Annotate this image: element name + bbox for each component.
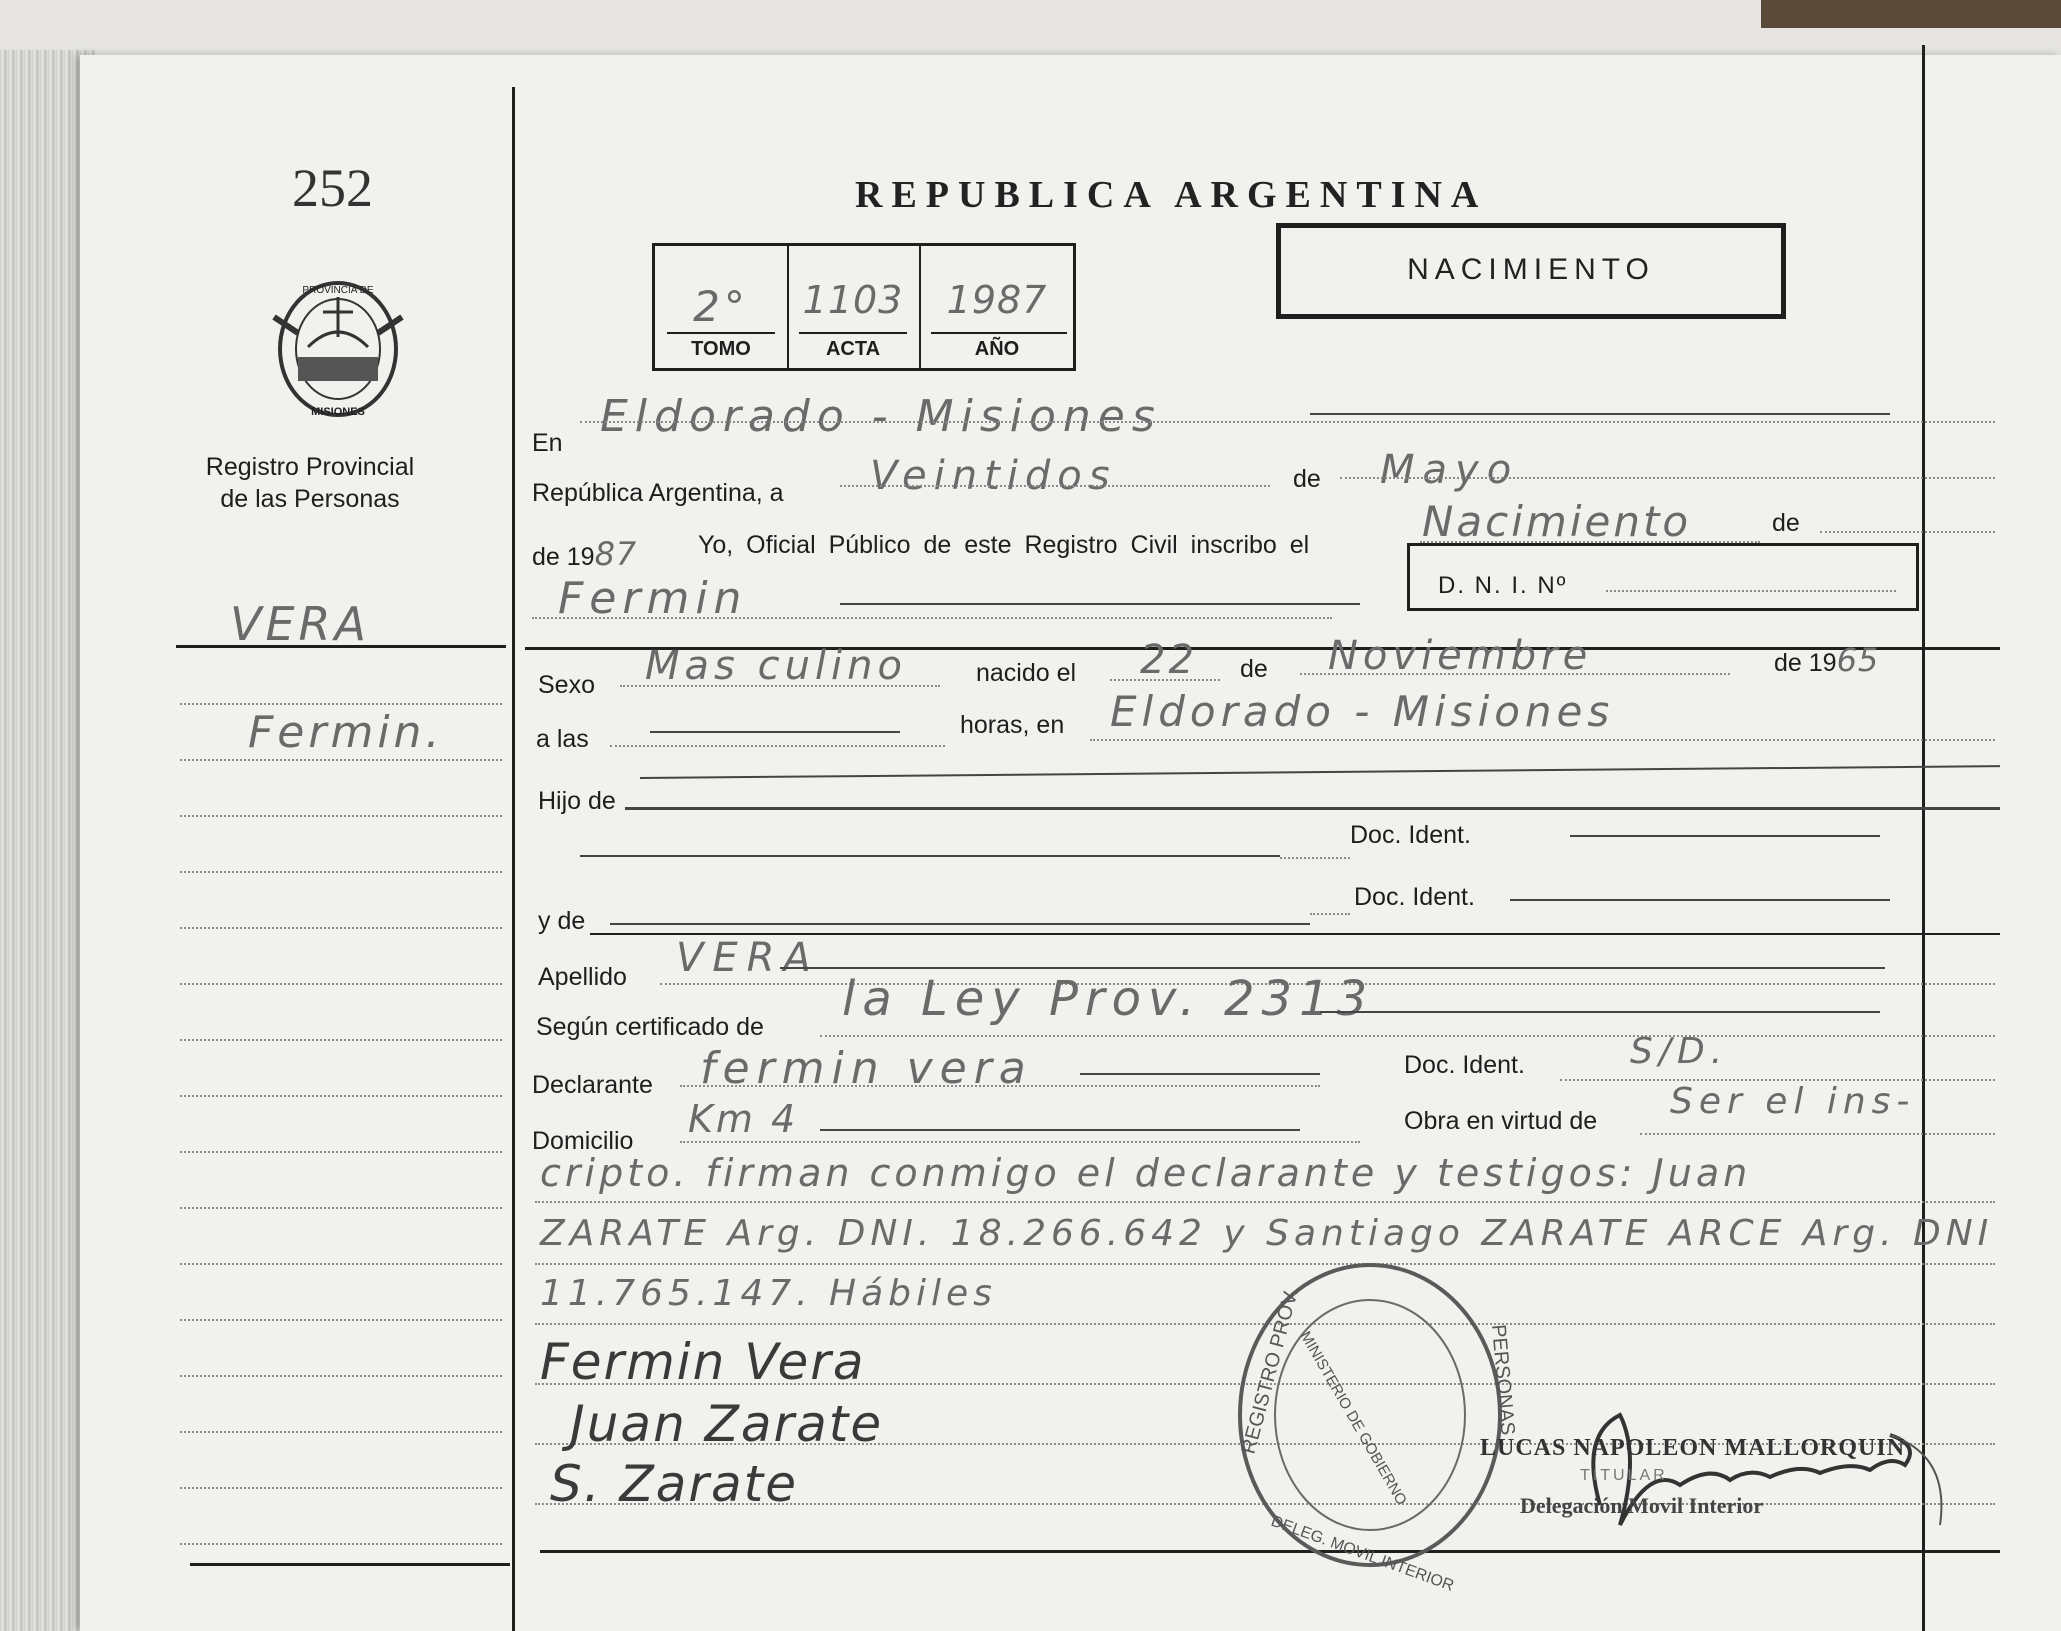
y-de-label: y de bbox=[538, 907, 586, 935]
stamp-bottom: DELEG. MOVIL INTERIOR bbox=[1268, 1512, 1457, 1595]
text-line-3: 11.765.147. Hábiles bbox=[540, 1273, 997, 1314]
republica-label: República Argentina, a bbox=[532, 479, 784, 507]
obra-label: Obra en virtud de bbox=[1404, 1107, 1598, 1135]
apellido-value: VERA bbox=[676, 935, 820, 981]
birth-day-value: 22 bbox=[1140, 637, 1197, 683]
record-type-box bbox=[1276, 223, 1786, 319]
en-label: En bbox=[532, 429, 563, 457]
apellido-label: Apellido bbox=[538, 963, 627, 991]
a-las-label: a las bbox=[536, 725, 589, 753]
background-top bbox=[0, 0, 2061, 60]
birth-month-value: Noviembre bbox=[1328, 633, 1593, 679]
segun-label: Según certificado de bbox=[536, 1013, 764, 1041]
acta-label: ACTA bbox=[825, 338, 881, 360]
official-office: Delegación Movil Interior bbox=[1520, 1493, 1764, 1518]
page-number: 252 bbox=[292, 158, 373, 218]
anio-value: 1987 bbox=[946, 278, 1048, 322]
de-label-3: de bbox=[1240, 655, 1268, 683]
de-label-2: de bbox=[1772, 509, 1800, 537]
obra-value: Ser el ins- bbox=[1670, 1081, 1916, 1122]
nacido-label: nacido el bbox=[976, 659, 1077, 687]
doc-ident-label-3: Doc. Ident. bbox=[1404, 1051, 1525, 1079]
anio-label: AÑO bbox=[974, 338, 1020, 360]
registry-line-1: Registro Provincial bbox=[205, 453, 415, 481]
place-value: Eldorado - Misiones bbox=[600, 391, 1162, 442]
de-label-1: de bbox=[1293, 465, 1321, 493]
stamp-outer-left: REGISTRO PROV. bbox=[1237, 1285, 1303, 1457]
official-stamp-icon bbox=[1230, 1255, 1519, 1595]
background-corner bbox=[1761, 0, 2061, 28]
signature-witness-2: S. Zarate bbox=[550, 1455, 798, 1513]
declarante-label: Declarante bbox=[532, 1071, 653, 1099]
margin-given-name: Fermin. bbox=[248, 707, 444, 758]
stamp-inner: MINISTERIO DE GOBIERNO bbox=[1296, 1328, 1411, 1509]
oficial-text: Yo, Oficial Público de este Registro Civil inscribo el bbox=[698, 531, 1310, 559]
year-prefix bbox=[532, 535, 637, 573]
horas-label: horas, en bbox=[960, 711, 1065, 739]
hijo-de-label: Hijo de bbox=[538, 787, 616, 815]
text-line-1: cripto. firman conmigo el declarante y testigos: Juan bbox=[540, 1151, 1752, 1195]
doc-ident-label-2: Doc. Ident. bbox=[1354, 883, 1475, 911]
tomo-value: 2° bbox=[693, 282, 749, 331]
birth-year-prefix bbox=[1774, 641, 1879, 679]
domicilio-value: Km 4 bbox=[688, 1097, 799, 1141]
dni-box bbox=[1407, 543, 1919, 611]
birth-year-value: 65 bbox=[1836, 641, 1880, 679]
sexo-value: Mas culino bbox=[645, 643, 907, 689]
birth-place-value: Eldorado - Misiones bbox=[1110, 687, 1615, 736]
provincial-seal-icon bbox=[268, 277, 408, 427]
declarante-value: fermin vera bbox=[700, 1043, 1033, 1094]
acta-value: 1103 bbox=[802, 278, 904, 322]
birth-year-prefix-text: de 19 bbox=[1774, 649, 1837, 677]
margin-surname-rule bbox=[176, 645, 506, 648]
day-value: Veintidos bbox=[870, 453, 1117, 499]
volume-box bbox=[652, 243, 1076, 371]
country-title: REPUBLICA ARGENTINA bbox=[855, 174, 1488, 216]
sexo-label: Sexo bbox=[538, 671, 595, 699]
register-page bbox=[80, 55, 2061, 1631]
signature-witness-1: Juan Zarate bbox=[570, 1395, 884, 1453]
stamp-outer-right: PERSONAS bbox=[1487, 1323, 1519, 1437]
margin-surname: VERA bbox=[230, 597, 370, 651]
tomo-label: TOMO bbox=[691, 338, 751, 360]
registry-line-2: de las Personas bbox=[220, 485, 400, 513]
act-type-value: Nacimiento bbox=[1422, 497, 1692, 546]
year-prefix-text: de 19 bbox=[532, 543, 595, 571]
seal-top-text: PROVINCIA DE bbox=[302, 285, 374, 296]
dni-label: D. N. I. Nº bbox=[1438, 572, 1568, 599]
signature-declarante: Fermin Vera bbox=[540, 1333, 866, 1391]
registry-name bbox=[190, 451, 430, 515]
person-name-value: Fermin bbox=[558, 573, 748, 624]
month-value: Mayo bbox=[1380, 447, 1520, 493]
official-title: TITULAR bbox=[1580, 1467, 1668, 1484]
record-type: NACIMIENTO bbox=[1407, 253, 1655, 286]
segun-value: la Ley Prov. 2313 bbox=[842, 971, 1375, 1027]
official-name: LUCAS NAPOLEON MALLORQUIN bbox=[1480, 1435, 1906, 1461]
left-column-rule bbox=[512, 87, 515, 1631]
domicilio-label: Domicilio bbox=[532, 1127, 634, 1155]
declarante-doc-value: S/D. bbox=[1630, 1031, 1729, 1072]
year-value: 87 bbox=[594, 535, 638, 573]
seal-bottom-text: MISIONES bbox=[311, 406, 365, 418]
doc-ident-label-1: Doc. Ident. bbox=[1350, 821, 1471, 849]
text-line-2: ZARATE Arg. DNI. 18.266.642 y Santiago ZARATE ARCE Arg. DNI bbox=[540, 1213, 1994, 1254]
